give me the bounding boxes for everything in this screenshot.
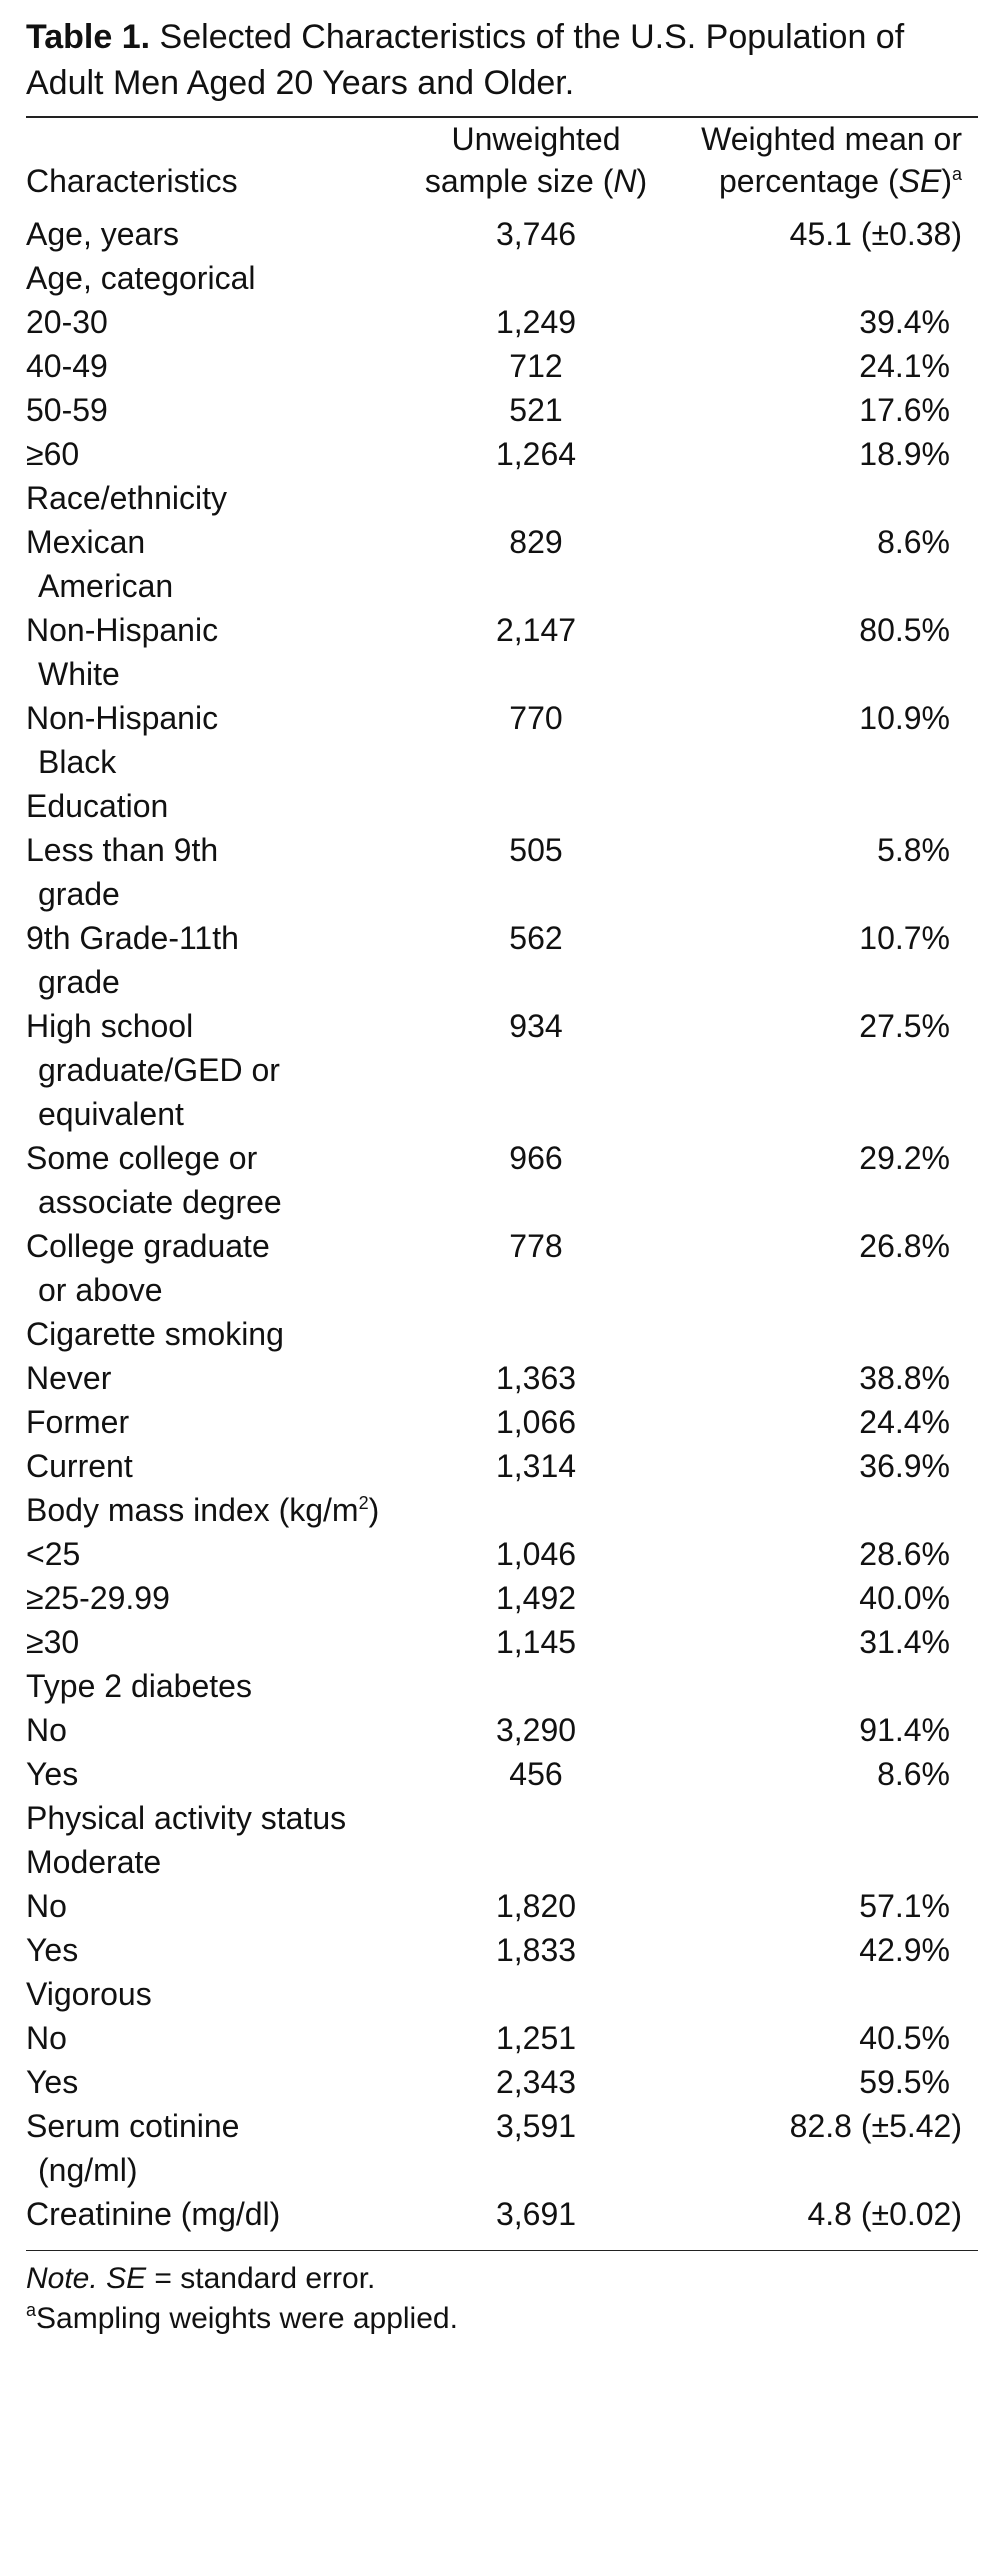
row-label: ≥30 [26, 1624, 80, 1660]
row-label: Physical activity status [26, 1800, 347, 1836]
row-label: Non-Hispanic White [26, 612, 219, 692]
row-label: Non-Hispanic Black [26, 700, 219, 780]
row-label: Former [26, 1404, 130, 1440]
table-row [26, 1224, 978, 1312]
row-sample-size: 456 [509, 1756, 563, 1792]
row-weighted-value [686, 1796, 978, 1840]
table-row [26, 1444, 978, 1488]
row-weighted-value: 36.9% [859, 1448, 950, 1484]
row-sample-size: 778 [509, 1228, 563, 1264]
row-sample-size: 1,820 [495, 1888, 577, 1924]
row-sample-size: 3,746 [495, 216, 577, 252]
row-sample-size [386, 1488, 686, 1532]
row-weighted-value: 10.9% [859, 700, 950, 736]
row-label: Yes [26, 2064, 79, 2100]
row-label: 20-30 [26, 304, 108, 340]
row-weighted-value: 17.6% [859, 392, 950, 428]
row-label: <25 [26, 1536, 81, 1572]
row-weighted-value: 18.9% [859, 436, 950, 472]
row-weighted-value [686, 1664, 978, 1708]
row-sample-size: 1,066 [495, 1404, 577, 1440]
table-row [26, 256, 978, 300]
row-label: Serum cotinine (ng/ml) [26, 2108, 240, 2188]
header-weighted: Weighted mean or percentage (SE)$^a$ [701, 121, 962, 199]
row-label: Type 2 diabetes [26, 1668, 252, 1704]
table-row [26, 1752, 978, 1796]
table-row [26, 300, 978, 344]
row-weighted-value [686, 1840, 978, 1884]
row-weighted-value [686, 256, 978, 300]
row-label: Vigorous [26, 1976, 152, 2012]
row-sample-size [386, 1664, 686, 1708]
row-label: Never [26, 1360, 112, 1396]
row-weighted-value: 24.1% [859, 348, 950, 384]
table-row [26, 432, 978, 476]
table-row [26, 696, 978, 784]
row-weighted-value: 45.1 (±0.38) [789, 216, 962, 252]
row-label: Yes [26, 1932, 79, 1968]
row-sample-size: 1,145 [495, 1624, 577, 1660]
table-row [26, 202, 978, 256]
row-weighted-value: 29.2% [859, 1140, 950, 1176]
table-row [26, 1136, 978, 1224]
table-row [26, 1312, 978, 1356]
row-label: 9th Grade-11th grade [26, 920, 239, 1000]
table-row [26, 1884, 978, 1928]
row-weighted-value: 8.6% [877, 1756, 950, 1792]
row-weighted-value: 59.5% [859, 2064, 950, 2100]
row-label: Creatinine (mg/dl) [26, 2196, 281, 2232]
row-weighted-value: 26.8% [859, 1228, 950, 1264]
row-sample-size: 2,343 [495, 2064, 577, 2100]
row-weighted-value: 57.1% [859, 1888, 950, 1924]
row-label: High school graduate/GED or equivalent [26, 1008, 280, 1132]
row-sample-size [386, 476, 686, 520]
row-label: Mexican American [26, 524, 174, 604]
row-weighted-value [686, 784, 978, 828]
row-sample-size: 1,249 [495, 304, 577, 340]
table-row [26, 520, 978, 608]
row-sample-size: 1,264 [495, 436, 577, 472]
table-row [26, 608, 978, 696]
row-sample-size: 770 [509, 700, 563, 736]
row-sample-size: 2,147 [495, 612, 577, 648]
table-caption-text: Selected Characteristics of the U.S. Population of Adult Men Aged 20 Years and Older. [26, 18, 905, 102]
table-notes [26, 2259, 978, 2339]
row-weighted-value: 39.4% [859, 304, 950, 340]
row-sample-size [386, 256, 686, 300]
row-sample-size: 3,591 [495, 2108, 577, 2144]
table-row [26, 1972, 978, 2016]
table-row [26, 344, 978, 388]
table-row [26, 2192, 978, 2250]
table-body [26, 202, 978, 2250]
table-row [26, 2104, 978, 2192]
table-row [26, 1796, 978, 1840]
row-weighted-value: 82.8 (±5.42) [789, 2108, 962, 2144]
table-row [26, 1004, 978, 1136]
row-weighted-value: 38.8% [859, 1360, 950, 1396]
row-label: Age, categorical [26, 260, 256, 296]
header-sample-size: Unweighted sample size (N) [424, 121, 648, 199]
row-weighted-value: 91.4% [859, 1712, 950, 1748]
row-weighted-value [686, 1972, 978, 2016]
table-row [26, 2060, 978, 2104]
row-sample-size: 712 [509, 348, 563, 384]
row-weighted-value: 40.5% [859, 2020, 950, 2056]
row-weighted-value: 28.6% [859, 1536, 950, 1572]
characteristics-table [26, 118, 978, 2250]
row-weighted-value: 5.8% [877, 832, 950, 868]
row-sample-size [386, 784, 686, 828]
bottom-rule [26, 2250, 978, 2251]
row-weighted-value: 8.6% [877, 524, 950, 560]
row-weighted-value: 42.9% [859, 1932, 950, 1968]
row-label: College graduate or above [26, 1228, 270, 1308]
row-sample-size: 966 [509, 1140, 563, 1176]
row-sample-size: 829 [509, 524, 563, 560]
table-row [26, 1400, 978, 1444]
row-sample-size: 3,691 [495, 2196, 577, 2232]
row-label: Cigarette smoking [26, 1316, 284, 1352]
row-weighted-value: 24.4% [859, 1404, 950, 1440]
table-row [26, 1488, 978, 1532]
row-sample-size: 3,290 [495, 1712, 577, 1748]
row-label: Current [26, 1448, 133, 1484]
row-weighted-value [686, 476, 978, 520]
table-row [26, 1576, 978, 1620]
header-characteristics: Characteristics [26, 163, 238, 199]
row-sample-size [386, 1972, 686, 2016]
row-sample-size: 1,492 [495, 1580, 577, 1616]
row-label: Some college or associate degree [26, 1140, 282, 1220]
row-label: Education [26, 788, 169, 824]
table-row [26, 388, 978, 432]
row-weighted-value: 31.4% [859, 1624, 950, 1660]
table-page [26, 14, 978, 2339]
row-sample-size: 1,251 [495, 2020, 577, 2056]
row-sample-size: 562 [509, 920, 563, 956]
row-label: Age, years [26, 216, 179, 252]
row-sample-size: 1,046 [495, 1536, 577, 1572]
row-label: No [26, 1712, 67, 1748]
table-row [26, 1840, 978, 1884]
row-sample-size: 1,833 [495, 1932, 577, 1968]
row-weighted-value: 80.5% [859, 612, 950, 648]
row-label: 40-49 [26, 348, 108, 384]
row-weighted-value [686, 1488, 978, 1532]
row-label: ≥25-29.99 [26, 1580, 170, 1616]
row-label: Body mass index $(kg/m^2)$ [26, 1492, 380, 1528]
table-row [26, 828, 978, 916]
row-weighted-value [686, 1312, 978, 1356]
row-label: Less than 9th grade [26, 832, 219, 912]
row-label: ≥60 [26, 436, 80, 472]
table-caption [26, 14, 966, 106]
table-row [26, 1532, 978, 1576]
footnote-line: $^a$Sampling weights were applied. [26, 2300, 458, 2335]
row-sample-size: 521 [509, 392, 563, 428]
row-label: No [26, 1888, 67, 1924]
row-sample-size: 1,363 [495, 1360, 577, 1396]
row-sample-size [386, 1796, 686, 1840]
row-sample-size [386, 1840, 686, 1884]
row-label: Race/ethnicity [26, 480, 227, 516]
row-sample-size: 1,314 [495, 1448, 577, 1484]
row-sample-size: 505 [509, 832, 563, 868]
table-row [26, 1356, 978, 1400]
table-row [26, 1620, 978, 1664]
table-row [26, 2016, 978, 2060]
table-row [26, 1664, 978, 1708]
row-weighted-value: 27.5% [859, 1008, 950, 1044]
row-sample-size: 934 [509, 1008, 563, 1044]
table-row [26, 916, 978, 1004]
row-weighted-value: 40.0% [859, 1580, 950, 1616]
row-weighted-value: 10.7% [859, 920, 950, 956]
table-caption-label: Table 1. [26, 18, 151, 56]
table-row [26, 784, 978, 828]
table-row [26, 476, 978, 520]
table-row [26, 1928, 978, 1972]
row-label: Yes [26, 1756, 79, 1792]
header-row [26, 118, 978, 202]
row-label: Moderate [26, 1844, 162, 1880]
row-label: No [26, 2020, 67, 2056]
note-line: Note. SE = standard error. [26, 2262, 376, 2295]
row-weighted-value: 4.8 (±0.02) [807, 2196, 962, 2232]
row-label: 50-59 [26, 392, 108, 428]
row-sample-size [386, 1312, 686, 1356]
table-row [26, 1708, 978, 1752]
